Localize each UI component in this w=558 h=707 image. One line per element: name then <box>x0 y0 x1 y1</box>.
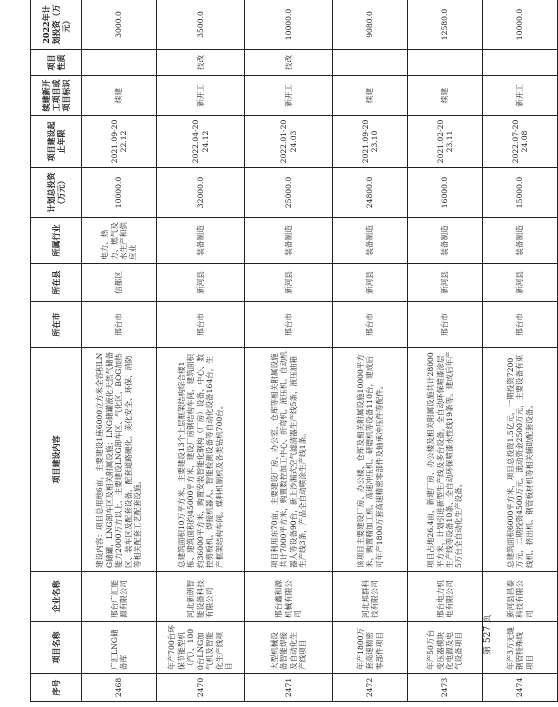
header-period: 项目建设起止年限 <box>31 116 82 168</box>
cell-nature <box>82 50 157 76</box>
cell-investment: 24800.0 <box>333 168 408 218</box>
cell-status: 续建 <box>408 76 483 116</box>
table-row <box>333 0 408 702</box>
cell-city: 邢台市 <box>408 302 483 348</box>
header-nature: 项目性质 <box>31 50 82 76</box>
cell-county: 新河县 <box>483 264 558 302</box>
cell-status: 续建 <box>333 76 408 116</box>
cell-nature <box>408 50 483 76</box>
cell-seq: 2473 <box>408 674 483 702</box>
cell-status: 续建 <box>82 76 157 116</box>
cell-plan2022: 12580.0 <box>408 0 483 50</box>
cell-plan2022: 3000.0 <box>82 0 157 50</box>
project-table <box>30 0 558 702</box>
cell-industry: 装备制造 <box>157 218 245 264</box>
cell-investment: 16000.0 <box>408 168 483 218</box>
cell-industry: 装备制造 <box>245 218 333 264</box>
cell-industry: 电力、热力、燃气及水生产和供应业 <box>82 218 157 264</box>
cell-company: 邢台电力机电有限公司 <box>408 572 483 622</box>
cell-nature <box>333 50 408 76</box>
page-number: 第 527 页 <box>483 614 493 655</box>
cell-seq: 2468 <box>82 674 157 702</box>
cell-period: 2022.01-2024.03 <box>245 116 333 168</box>
cell-industry: 装备制造 <box>408 218 483 264</box>
cell-plan2022: 10000.0 <box>245 0 333 50</box>
cell-investment: 32000.0 <box>157 168 245 218</box>
cell-nature: 技改 <box>157 50 245 76</box>
cell-county: 新河县 <box>157 264 245 302</box>
cell-seq: 2474 <box>483 674 558 702</box>
header-investment: 计划总投资（万元） <box>31 168 82 218</box>
cell-industry: 装备制造 <box>333 218 408 264</box>
table-row <box>408 0 483 702</box>
cell-company: 河北邦群科技有限公司 <box>333 572 408 622</box>
header-name: 项目名称 <box>31 622 82 674</box>
header-plan2022: 2022年计划投资（万元） <box>31 0 82 50</box>
cell-plan2022: 9080.0 <box>333 0 408 50</box>
cell-city: 邢台市 <box>245 302 333 348</box>
cell-industry: 装备制造 <box>483 218 558 264</box>
cell-period: 2022.04-2024.12 <box>157 116 245 168</box>
cell-period: 2021.09-2023.10 <box>333 116 408 168</box>
header-company: 企业名称 <box>31 572 82 622</box>
cell-city: 邢台市 <box>157 302 245 348</box>
cell-nature: 技改 <box>245 50 333 76</box>
cell-investment: 10000.0 <box>82 168 157 218</box>
cell-period: 2021.02-2023.11 <box>408 116 483 168</box>
cell-status: 新开工 <box>157 76 245 116</box>
header-industry: 所属行业 <box>31 218 82 264</box>
cell-plan2022: 10000.0 <box>483 0 558 50</box>
cell-nature <box>483 50 558 76</box>
cell-content: 项目占地26.4亩，新建厂房、办公楼及相关附属设施共计28000平方米，计划引进新型生产线及多台设备，全自动环保喷漆涂层生产线等设备10条、全自动环保喷漆水性线19条等。建成后年产5万台全自动化生产设备。 <box>408 348 483 572</box>
cell-status: 新开工 <box>245 76 333 116</box>
cell-company: 河北新朗智能设备科技有限公司 <box>157 572 245 622</box>
table-header-row <box>31 0 82 702</box>
cell-seq: 2472 <box>333 674 408 702</box>
header-content: 项目建设内容 <box>31 348 82 572</box>
cell-status: 新开工 <box>483 76 558 116</box>
cell-city: 邢台市 <box>82 302 157 348</box>
table-row <box>245 0 333 702</box>
header-status: 续建新开工项目或项目标识 <box>31 76 82 116</box>
cell-investment: 15000.0 <box>483 168 558 218</box>
cell-plan2022: 3500.0 <box>157 0 245 50</box>
cell-name: 大型机械设备智能焊接及自动化生产线项目 <box>245 622 333 674</box>
table-row <box>157 0 245 702</box>
cell-company: 邢台鑫和源机械有限公司 <box>245 572 333 622</box>
cell-content: 项目利用东70亩，主要建设厂房、办公室、仓库等相关附属设施共计7000平方米，购置数控加工中心、折弯机、液压机、自动机器人等设备90台，新上沙漏式空气滤清器生产线5条，液压油箱生产线3条，产品全自动喷涂生产线1条。 <box>245 348 333 572</box>
header-county: 所在县 <box>31 264 82 302</box>
cell-name: 年产50万台变压器模块化电源及电气设备项目 <box>408 622 483 674</box>
cell-name: 年产3万无缝钢管特殊线项目 <box>483 622 558 674</box>
cell-county: 新河县 <box>408 264 483 302</box>
header-city: 所在市 <box>31 302 82 348</box>
cell-company: 邢台广汇能源有限公司 <box>82 572 157 622</box>
cell-seq: 2470 <box>157 674 245 702</box>
cell-period: 2022.07-2024.08 <box>483 116 558 168</box>
cell-city: 邢台市 <box>333 302 408 348</box>
cell-name: 年产1800万套高速精密零部件项目 <box>333 622 408 674</box>
cell-period: 2021.09-2022.12 <box>82 116 157 168</box>
cell-content: 建设内容：项目总用地6亩，主要建设1座6000立方米全容积LNG储罐，LNG卸车区及相关附属设施；LNG储罐液化天然气储备能力2000万方以上，主要建设LNG卸车区、气化区、BOG加热区、装车区及配套设备，配套道路硬化、美化安全、环保、消防等相关配套工艺配套设施。 <box>82 348 157 572</box>
cell-city: 邢台市 <box>483 302 558 348</box>
cell-company: 新河县昌泰科技有限公司 <box>483 572 558 622</box>
cell-investment: 25000.0 <box>245 168 333 218</box>
table-row <box>483 0 558 702</box>
cell-county: 信都区 <box>82 264 157 302</box>
cell-county: 新河县 <box>333 264 408 302</box>
cell-seq: 2471 <box>245 674 333 702</box>
cell-name: 年产700台环保节能型机（汽）、1000台LNG加气机及智能化生产线项目 <box>157 622 245 674</box>
cell-content: 总建筑面积6000平方米，项目总投资1.5亿元，一期投资7200万元，二期投资4500万元，流动资金2500万元，主要设备有束线机、挤出机、钢管板材机等相关辅助配套设备。 <box>483 348 558 572</box>
cell-content: 总建筑面积10万平方米，主要建设13个上层框架结构综合楼1栋、建筑面积约45000平方米，建设厂房钢结构车间，建筑面积约36000平方米，购置安装智能化钢构（厂房）设备、中心、数控剪板机、焊接机器人、智能检测设备等自动化设备164台，生产框架结构车间。煤料机制机及各类钻机700台。 <box>157 348 245 572</box>
cell-content: 该项目主要建设厂房、办公楼、仓库及相关附属设施10000平方米，购置精加工机、高速冲压机、研磨机等设备110台，建成后可年产1800万套高速精密零部件及轴承冲压件等配件。 <box>333 348 408 572</box>
table-row <box>82 0 157 702</box>
cell-name: 广汇LNG储备库 <box>82 622 157 674</box>
header-seq: 序号 <box>31 674 82 702</box>
cell-county: 新河县 <box>245 264 333 302</box>
